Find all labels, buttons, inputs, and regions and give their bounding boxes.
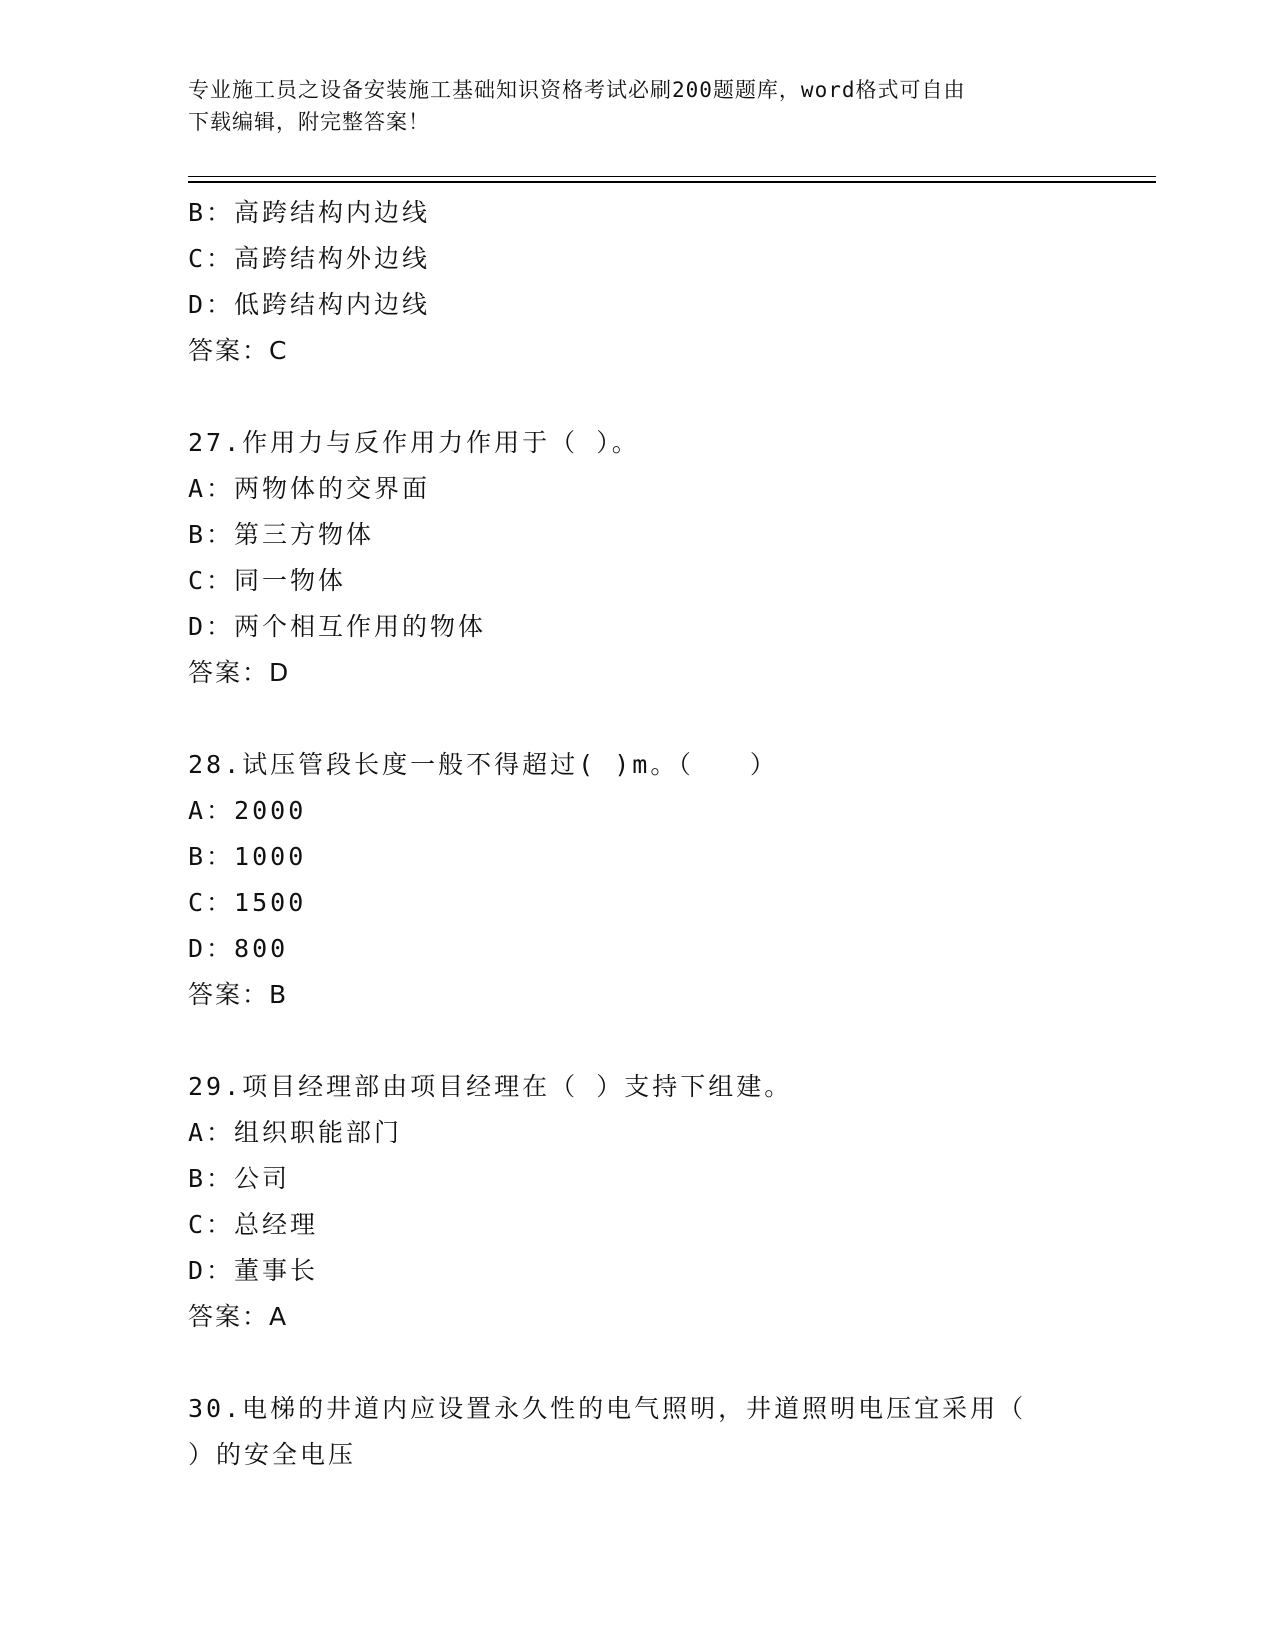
option-a: A：两物体的交界面: [188, 474, 431, 503]
option-d: D：董事长: [188, 1256, 319, 1285]
header-line-1: 专业施工员之设备安装施工基础知识资格考试必刷200题题库，word格式可自由: [188, 78, 966, 102]
option-d: D：800: [188, 934, 289, 963]
header-line-2: 下载编辑，附完整答案！: [188, 110, 430, 134]
option-c: C：总经理: [188, 1210, 319, 1239]
answer-line: 答案：D: [188, 658, 291, 687]
answer-line: 答案：C: [188, 336, 289, 365]
document-header: [188, 74, 1088, 138]
header-rule-thin: [188, 176, 1156, 177]
answer-line: 答案：A: [188, 1302, 289, 1331]
question-list: [188, 190, 1088, 1478]
option-d: D：低跨结构内边线: [188, 290, 431, 319]
option-c: C：高跨结构外边线: [188, 244, 431, 273]
question-stem-30-line-1: 30.电梯的井道内应设置永久性的电气照明，井道照明电压宜采用（: [188, 1394, 1027, 1423]
option-a: A：2000: [188, 796, 307, 825]
option-b: B：公司: [188, 1164, 291, 1193]
option-b: B：高跨结构内边线: [188, 198, 431, 227]
answer-line: 答案：B: [188, 980, 289, 1009]
option-c: C：同一物体: [188, 566, 347, 595]
option-c: C：1500: [188, 888, 307, 917]
question-stem-27: 27.作用力与反作用力作用于（ ）。: [188, 428, 640, 457]
option-d: D：两个相互作用的物体: [188, 612, 487, 641]
header-rule-thick: [188, 181, 1156, 183]
question-stem-30-line-2: ）的安全电压: [188, 1440, 357, 1469]
option-a: A：组织职能部门: [188, 1118, 403, 1147]
question-stem-29: 29.项目经理部由项目经理在（ ）支持下组建。: [188, 1072, 793, 1101]
option-b: B：第三方物体: [188, 520, 375, 549]
option-b: B：1000: [188, 842, 307, 871]
question-stem-28: 28.试压管段长度一般不得超过( )m。（ ）: [188, 750, 778, 779]
